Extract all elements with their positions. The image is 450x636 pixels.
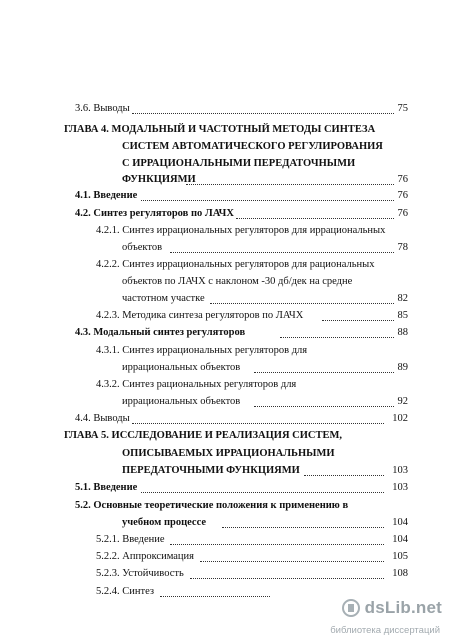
dot-leader: [254, 372, 394, 373]
chapter-4-title-line-1: ГЛАВА 4. МОДАЛЬНЫЙ И ЧАСТОТНЫЙ МЕТОДЫ СИНТЕЗА: [64, 124, 376, 135]
dot-leader: [186, 184, 394, 185]
page-number: 104: [392, 517, 408, 528]
page-number: 76: [397, 174, 408, 185]
dot-leader: [170, 252, 394, 253]
toc-entry-4-3-2-line-2: иррациональных объектов: [122, 396, 241, 407]
toc-entry-4-2-3: 4.2.3. Методика синтеза регуляторов по ЛАЧХ: [96, 310, 304, 321]
page-number: 92: [397, 396, 408, 407]
toc-entry-4-3-1-line-1: 4.3.1. Синтез иррациональных регуляторов для: [96, 345, 308, 356]
chapter-4-title-line-2: СИСТЕМ АВТОМАТИЧЕСКОГО РЕГУЛИРОВАНИЯ: [122, 141, 383, 152]
dot-leader: [132, 113, 394, 114]
dot-leader: [160, 596, 270, 597]
page-number: 103: [392, 465, 408, 476]
page-number: 78: [397, 242, 408, 253]
dot-leader: [132, 423, 384, 424]
dot-leader: [141, 492, 384, 493]
page-number: 103: [392, 482, 408, 493]
page-number: 76: [397, 208, 408, 219]
watermark: [341, 598, 442, 618]
toc-entry-3-6: 3.6. Выводы: [75, 103, 130, 114]
watermark-subtitle: библиотека диссертаций: [330, 625, 440, 636]
watermark-logo-text: dsLib.net: [364, 598, 442, 617]
page-number: 85: [397, 310, 408, 321]
dot-leader: [141, 200, 394, 201]
toc-entry-4-3-2-line-1: 4.3.2. Синтез рациональных регуляторов для: [96, 379, 297, 390]
toc-entry-5-2-3: 5.2.3. Устойчивость: [96, 568, 184, 579]
page-number: 102: [392, 413, 408, 424]
page-number: 82: [397, 293, 408, 304]
dot-leader: [222, 527, 384, 528]
page-number: 76: [397, 190, 408, 201]
toc-entry-5-2-line-2: учебном процессе: [122, 517, 207, 528]
dot-leader: [280, 337, 394, 338]
chapter-5-title-line-3: ПЕРЕДАТОЧНЫМИ ФУНКЦИЯМИ: [122, 465, 300, 476]
toc-entry-4-2-2-line-1: 4.2.2. Синтез иррациональных регуляторов для рациональных: [96, 259, 375, 270]
dot-leader: [210, 303, 394, 304]
dot-leader: [304, 475, 384, 476]
toc-entry-4-2: 4.2. Синтез регуляторов по ЛАЧХ: [75, 208, 234, 219]
toc-entry-5-2-line-1: 5.2. Основные теоретические положения к применению в: [75, 500, 349, 511]
chapter-4-title-line-3: С ИРРАЦИОНАЛЬНЫМИ ПЕРЕДАТОЧНЫМИ: [122, 158, 356, 169]
toc-entry-4-1: 4.1. Введение: [75, 190, 138, 201]
dot-leader: [170, 544, 384, 545]
toc-entry-4-2-1-line-1: 4.2.1. Синтез иррациональных регуляторов для иррациональных: [96, 225, 386, 236]
toc-entry-5-1: 5.1. Введение: [75, 482, 138, 493]
chapter-5-title-line-2: ОПИСЫВАЕМЫХ ИРРАЦИОНАЛЬНЫМИ: [122, 448, 335, 459]
dot-leader: [254, 406, 394, 407]
dot-leader: [200, 561, 384, 562]
toc-entry-4-2-1-line-2: объектов: [122, 242, 163, 253]
page-number: 105: [392, 551, 408, 562]
toc-entry-4-3-1-line-2: иррациональных объектов: [122, 362, 241, 373]
toc-entry-4-2-2-line-3: частотном участке: [122, 293, 205, 304]
toc-entry-4-3: 4.3. Модальный синтез регуляторов: [75, 327, 246, 338]
toc-entry-5-2-1: 5.2.1. Введение: [96, 534, 165, 545]
dslib-logo-icon: [341, 598, 361, 618]
chapter-5-title-line-1: ГЛАВА 5. ИССЛЕДОВАНИЕ И РЕАЛИЗАЦИЯ СИСТЕМ,: [64, 430, 343, 441]
page-number: 108: [392, 568, 408, 579]
dot-leader: [236, 218, 394, 219]
dot-leader: [190, 578, 384, 579]
toc-entry-4-2-2-line-2: объектов по ЛАЧХ с наклоном -30 дб/дек на средне: [122, 276, 353, 287]
page-number: 89: [397, 362, 408, 373]
chapter-4-title-line-4: ФУНКЦИЯМИ: [122, 174, 196, 185]
toc-entry-5-2-2: 5.2.2. Аппроксимация: [96, 551, 194, 562]
toc-entry-5-2-4: 5.2.4. Синтез: [96, 586, 155, 597]
page-number: 104: [392, 534, 408, 545]
page-number: 75: [397, 103, 408, 114]
page-number: 88: [397, 327, 408, 338]
toc-entry-4-4: 4.4. Выводы: [75, 413, 130, 424]
